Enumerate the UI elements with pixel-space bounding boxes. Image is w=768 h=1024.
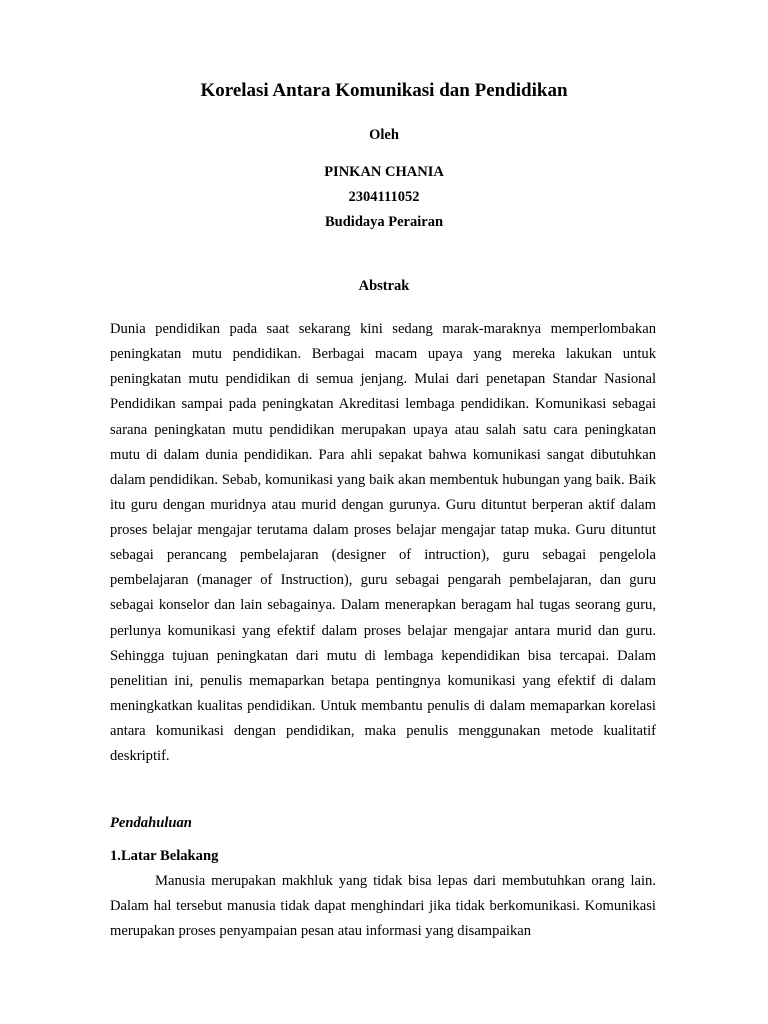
author-name: PINKAN CHANIA (324, 164, 444, 180)
department: Budidaya Perairan (324, 214, 444, 230)
document-title: Korelasi Antara Komunikasi dan Pendidikan (200, 80, 568, 101)
abstract-heading: Abstrak (358, 278, 410, 294)
by-label: Oleh (369, 127, 399, 143)
subsection-heading: 1.Latar Belakang (110, 848, 219, 864)
intro-paragraph: Manusia merupakan makhluk yang tidak bisa lepas dari membutuhkan orang lain. Dalam hal tersebut manusia tidak dapat menghindari jika tidak berkomunikasi. Komunikasi merupakan proses penyampaian pesan atau informasi yang disampaikan (110, 873, 656, 940)
abstract-paragraph: Dunia pendidikan pada saat sekarang kini sedang marak-maraknya memperlombakan peningkatan mutu pendidikan. Berbagai macam upaya yang mereka lakukan untuk peningkatan mutu pendidikan di semua jenjang. Mulai dari penetapan Standar Nasional Pendidikan sampai pada peningkatan Akreditasi lembaga pendidikan. Komunikasi sebagai sarana peningkatan mutu pendidikan merupakan upaya atau salah satu cara peningkatan mutu di dalam dunia pendidikan. Para ahli sepakat bahwa komunikasi sangat dibutuhkan dalam pendidikan. Sebab, komunikasi yang baik akan membentuk hubungan yang baik. Baik itu guru dengan muridnya atau murid dengan gurunya. Guru dituntut berperan aktif dalam proses belajar mengajar terutama dalam proses belajar mengajar tatap muka. Guru dituntut sebagai perancang pembelajaran (designer of intruction), guru sebagai pengelola pembelajaran (manager of Instruction), guru sebagai pengarah pembelajaran, dan guru sebagai konselor dan lain sebagainya. Dalam menerapkan beragam hal tugas seorang guru, perlunya komunikasi yang efektif dalam proses belajar mengajar antara murid dan guru. Sehingga tujuan peningkatan dari mutu di lembaga kependidikan bisa tercapai. Dalam penelitian ini, penulis memaparkan betapa pentingnya komunikasi yang efektif di dalam meningkatkan kualitas pendidikan. Untuk membantu penulis di dalam memaparkan korelasi antara komunikasi dengan pendidikan, maka penulis menggunakan metode kualitatif deskriptif. (110, 321, 656, 765)
section-heading: Pendahuluan (110, 815, 192, 831)
student-id: 2304111052 (348, 189, 420, 205)
